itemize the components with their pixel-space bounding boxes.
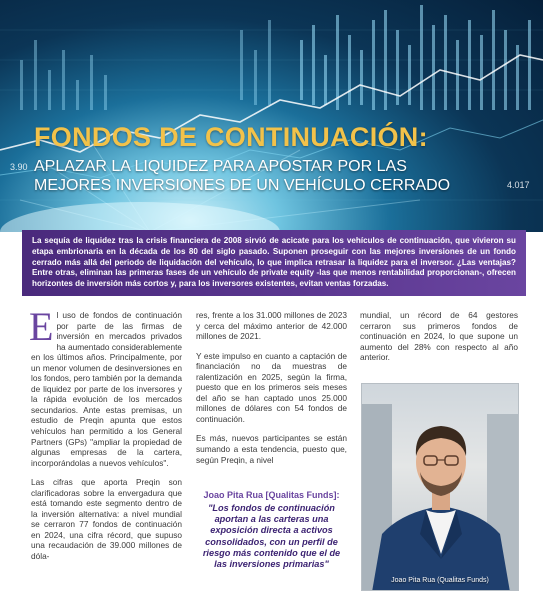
body-paragraph bbox=[29, 304, 182, 468]
body-paragraph: Es más, nuevos participantes se están sumando a esta tendencia, puesto que, según Preqin, a nivel bbox=[196, 433, 347, 465]
portrait-photo bbox=[361, 383, 519, 591]
ticker-label-left: 3.90 bbox=[10, 162, 28, 172]
body-column-3 bbox=[360, 310, 518, 372]
quote-text: "Los fondos de continuación aportan a las carteras una exposición directa a activos consolidados, con un perfil de riesgo más contenido que el de las inversiones primarias" bbox=[202, 503, 341, 570]
intro-summary: La sequía de liquidez tras la crisis financiera de 2008 sirvió de acicate para los vehículos de continuación, que vivieron su etapa embrionaria en la década de los 80 del siglo pasado. Suponen proseguir con las mejores inversiones de un fondo cerrado más allá del periodo de liquidación del vehículo, lo que implica retrasar la liquidez para el inversor. ¿Las ventajas? Entre otras, eliminan las primeras fases de un vehículo de private equity -las que menos rentabilidad proporcionan-, ofrecen horizontes de inversión más cortos y, para los inversores existentes, evitan ventas forzadas. bbox=[22, 230, 526, 296]
drop-cap: E bbox=[29, 304, 54, 349]
financial-chart-graphic bbox=[0, 0, 543, 232]
hero-banner bbox=[0, 0, 543, 232]
body-paragraph: Y este impulso en cuanto a captación de financiación no da muestras de ralentización en 2025, según la firma, puesto que en los primeros seis meses del año se han captado unos 25.000 millones de dólares con 54 fondos de continuación. bbox=[196, 350, 347, 424]
body-column-1 bbox=[29, 304, 182, 571]
pull-quote bbox=[196, 490, 347, 570]
ticker-label-right: 4.017 bbox=[507, 180, 530, 190]
body-paragraph: res, frente a los 31.000 millones de 2023 y cerca del máximo anterior de 42.000 millones de 2021. bbox=[196, 310, 347, 342]
quote-author: Joao Pita Rua [Qualitas Funds]: bbox=[203, 490, 340, 500]
body-paragraph: mundial, un récord de 64 gestores cerraron sus primeros fondos de continuación en 2024, lo que supone un aumento del 28% con respecto al año anterior. bbox=[360, 310, 518, 363]
article-subtitle: APLAZAR LA LIQUIDEZ PARA APOSTAR POR LAS MEJORES INVERSIONES DE UN VEHÍCULO CERRADO bbox=[34, 158, 451, 194]
body-column-2 bbox=[196, 310, 347, 474]
article-title: FONDOS DE CONTINUACIÓN: bbox=[34, 122, 428, 152]
person-portrait-icon bbox=[362, 384, 519, 591]
body-paragraph: Las cifras que aporta Preqin son clarificadoras sobre la envergadura que está tomando este segmento dentro de la inversión alternativa: a nivel mundial se cerraron 77 fondos de continuación en 2024, una cifra récord, que supuso una recaudación de 39.000 millones de dóla- bbox=[31, 477, 182, 562]
photo-caption: Joao Pita Rua (Qualitas Funds) bbox=[391, 577, 489, 584]
paragraph-text: l uso de fondos de continuación por parte de las firmas de inversión en mercados privados ha aumentado considerablemente en los últimos años. Principalmente, por un menor volumen de desinversiones en los fondos, pero también por la demanda de liquidez por parte de los inversores y la rápida evolución de los mercados secundarios. Ante estas premisas, un estudio de Preqin apunta que estos vehículos han permitido a los General Partners (GPs) "ampliar la propiedad de algunas empresas de la cartera, incorporándolas a nuevos vehículos". bbox=[31, 310, 182, 468]
